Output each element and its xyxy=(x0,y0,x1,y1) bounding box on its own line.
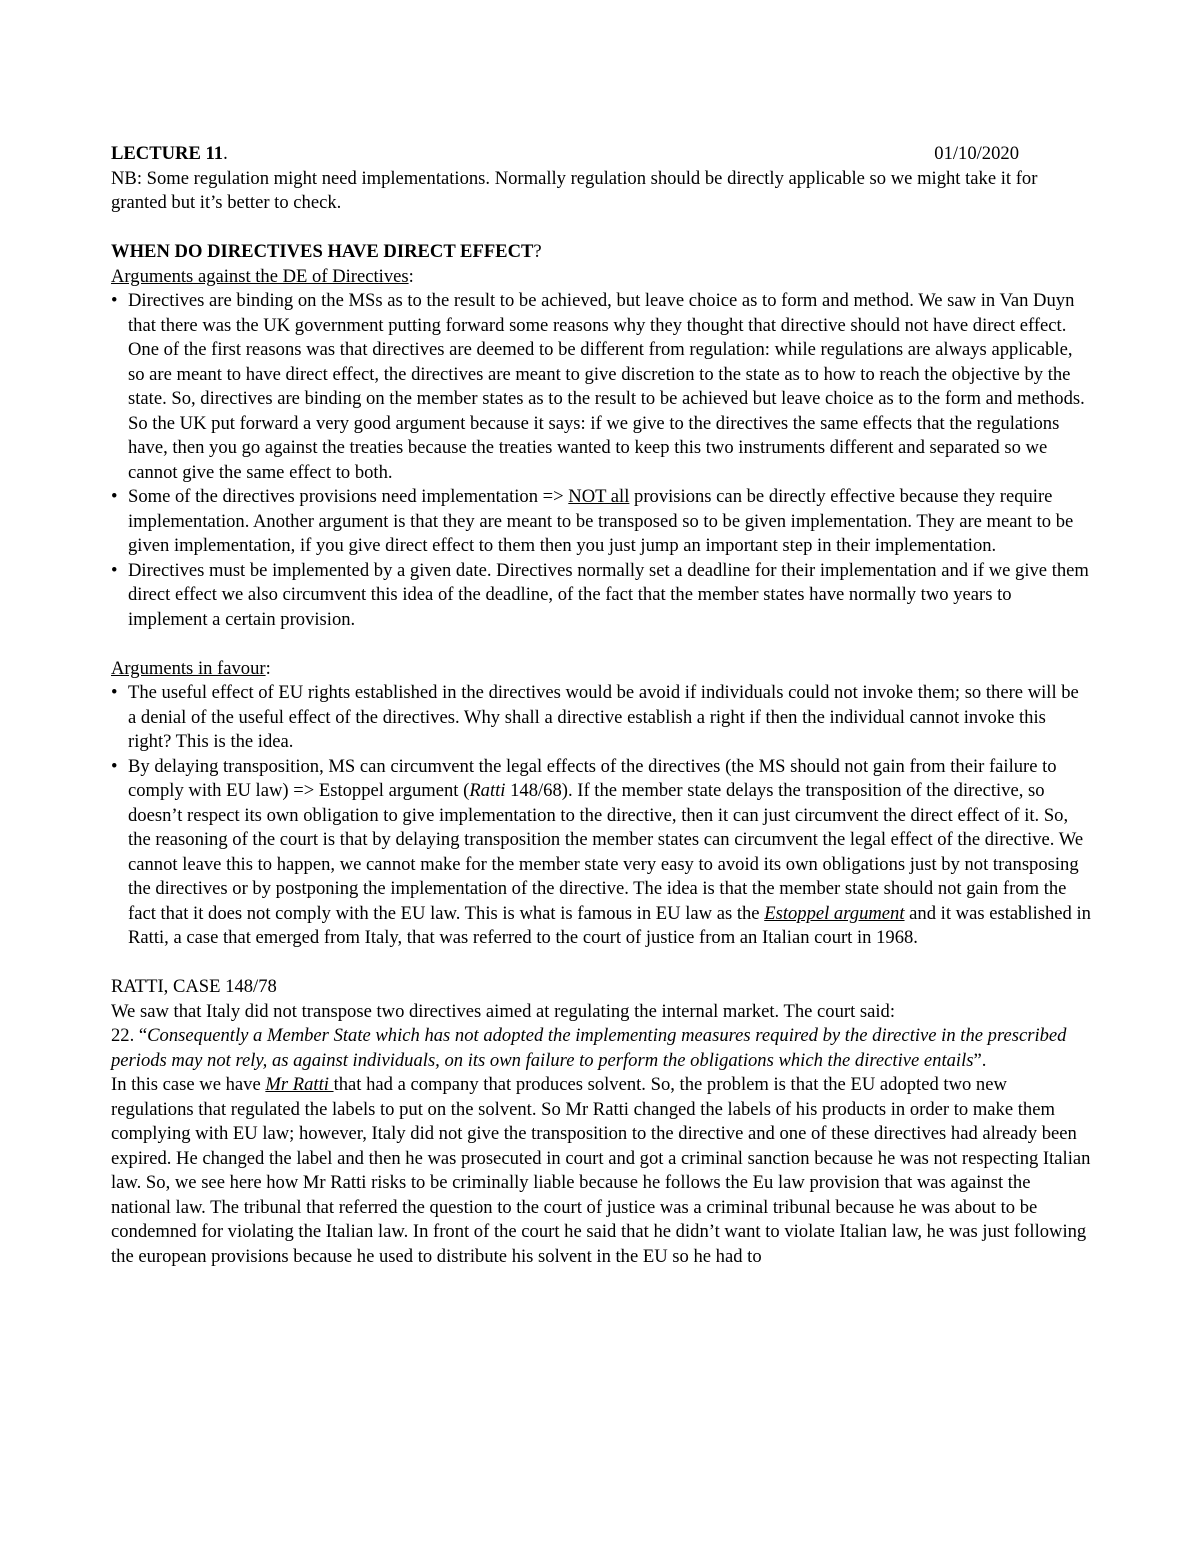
quote-text: Consequently a Member State which has not adopted the implementing measures required by the directive in the prescribed periods may not rely, as against individuals, on its own failure to perform the obligations which the directive entails xyxy=(111,1025,1067,1071)
against-heading-text: Arguments against the DE of Directives xyxy=(111,265,409,287)
document-page xyxy=(111,142,1091,1269)
item-underlined: NOT all xyxy=(568,486,630,507)
ratti-intro: We saw that Italy did not transpose two directives aimed at regulating the internal market. The court said: xyxy=(111,1000,896,1022)
against-heading-punct: : xyxy=(408,265,414,287)
list-item: • Directives must be implemented by a given date. Directives normally set a deadline for their implementation and if we give them direct effect we also circumvent this idea of the deadline, of the fact that the member states have normally two years to implement a certain provision. xyxy=(111,559,1091,633)
favour-heading-punct: : xyxy=(265,657,271,679)
section-heading-punct: ? xyxy=(533,241,542,262)
ratti-paragraph xyxy=(111,1073,1091,1269)
list-item: • The useful effect of EU rights established in the directives would be avoid if individuals could not invoke them; so there will be a denial of the useful effect of the directives. Why shall a directive establish a right if then the individual cannot invoke this right? This is the idea. xyxy=(111,681,1091,755)
para-text: In this case we have xyxy=(111,1074,266,1095)
blank-line xyxy=(111,632,1091,657)
para-text: that had a company that produces solvent. So, the problem is that the EU adopted two new regulations that regulated the labels to put on the solvent. So Mr Ratti changed the labels of his products in order to make them complying with EU law; however, Italy did not give the transposition to the directive and one of these directives had already been expired. He changed the label and then he was prosecuted in court and got a criminal sanction because he was not respecting Italian law. So, we see here how Mr Ratti risks to be criminally liable because he follows the Eu law provision that was against the national law. The tribunal that referred the question to the court of justice was a criminal tribunal because he was about to be condemned for violating the Italian law. In front of the court he said that he didn’t want to violate Italian law, he was just following the european provisions because he used to distribute his solvent in the EU so he had to xyxy=(111,1074,1091,1267)
list-item xyxy=(111,485,1091,559)
blank-line xyxy=(111,951,1091,976)
case-name-italic: Ratti xyxy=(469,780,506,801)
item-text: and it was established in Ratti, a case that emerged from Italy, that was referred to the court of justice from an Italian court in 1968. xyxy=(128,902,1091,948)
ratti-heading: RATTI, CASE 148/78 xyxy=(111,976,277,997)
blank-line xyxy=(111,216,1091,241)
lecture-title xyxy=(111,142,228,167)
ratti-quote xyxy=(111,1024,1091,1073)
mr-ratti-name: Mr Ratti xyxy=(265,1074,334,1095)
intro-paragraph: NB: Some regulation might need implementations. Normally regulation should be directly applicable so we might take it for granted but it’s better to check. xyxy=(111,167,1038,213)
item-text: By delaying transposition, MS can circumvent the legal effects of the directives (the MS should not gain from their failure to comply with EU law) => Estoppel argument ( xyxy=(128,755,1057,801)
lecture-date: 01/10/2020 xyxy=(934,143,1019,164)
document-header xyxy=(111,142,1019,167)
estoppel-term: Estoppel argument xyxy=(764,902,905,924)
item-text: 148/68). If the member state delays the transposition of the directive, so doesn’t respect its own obligation to give implementation to the directive, then it can just circumvent the direct effect of it. So, the reasoning of the court is that by delaying transposition the member states can circumvent the legal effect of the directive. We cannot leave this to happen, we cannot make for the member state very easy to avoid its own obligations just by not transposing the directives or by postponing the implementation of the directive. The idea is that the member state should not gain from the fact that it does not comply with the EU law. This is what is famous in EU law as the xyxy=(128,780,1084,924)
item-text: provisions can be directly effective because they require implementation. Another argument is that they are meant to be transposed so to be given implementation. They are meant to be given implementation, if you give direct effect to them then you just jump an important step in their implementation. xyxy=(128,486,1074,556)
favour-heading-text: Arguments in favour xyxy=(111,657,266,679)
quote-number: 22. “ xyxy=(111,1025,148,1046)
lecture-label: LECTURE 11 xyxy=(111,143,224,164)
list-item: • Directives are binding on the MSs as to the result to be achieved, but leave choice as to form and method. We saw in Van Duyn that there was the UK government putting forward some reasons why they thought that directive should not have direct effect. One of the first reasons was that directives are deemed to be different from regulation: while regulations are always applicable, so are meant to have direct effect, the directives are meant to give discretion to the state as to how to reach the objective by the state. So, directives are binding on the member states as to the result to be achieved but leave choice as to the form and methods. So the UK put forward a very good argument because it says: if we give to the directives the same effects that the regulations have, then you go against the treaties because the treaties wanted to keep this two instruments different and separated so we cannot give the same effect to both. xyxy=(111,289,1091,485)
section-heading-text: WHEN DO DIRECTIVES HAVE DIRECT EFFECT xyxy=(111,241,534,262)
item-text: Some of the directives provisions need implementation => xyxy=(128,486,569,507)
lecture-punct: . xyxy=(223,143,228,164)
list-item xyxy=(111,755,1091,951)
favour-list xyxy=(111,681,1091,951)
section-heading xyxy=(111,240,1091,265)
against-list xyxy=(111,289,1091,632)
quote-end: ”. xyxy=(973,1049,987,1071)
favour-heading xyxy=(111,657,1091,682)
against-heading xyxy=(111,265,1091,290)
